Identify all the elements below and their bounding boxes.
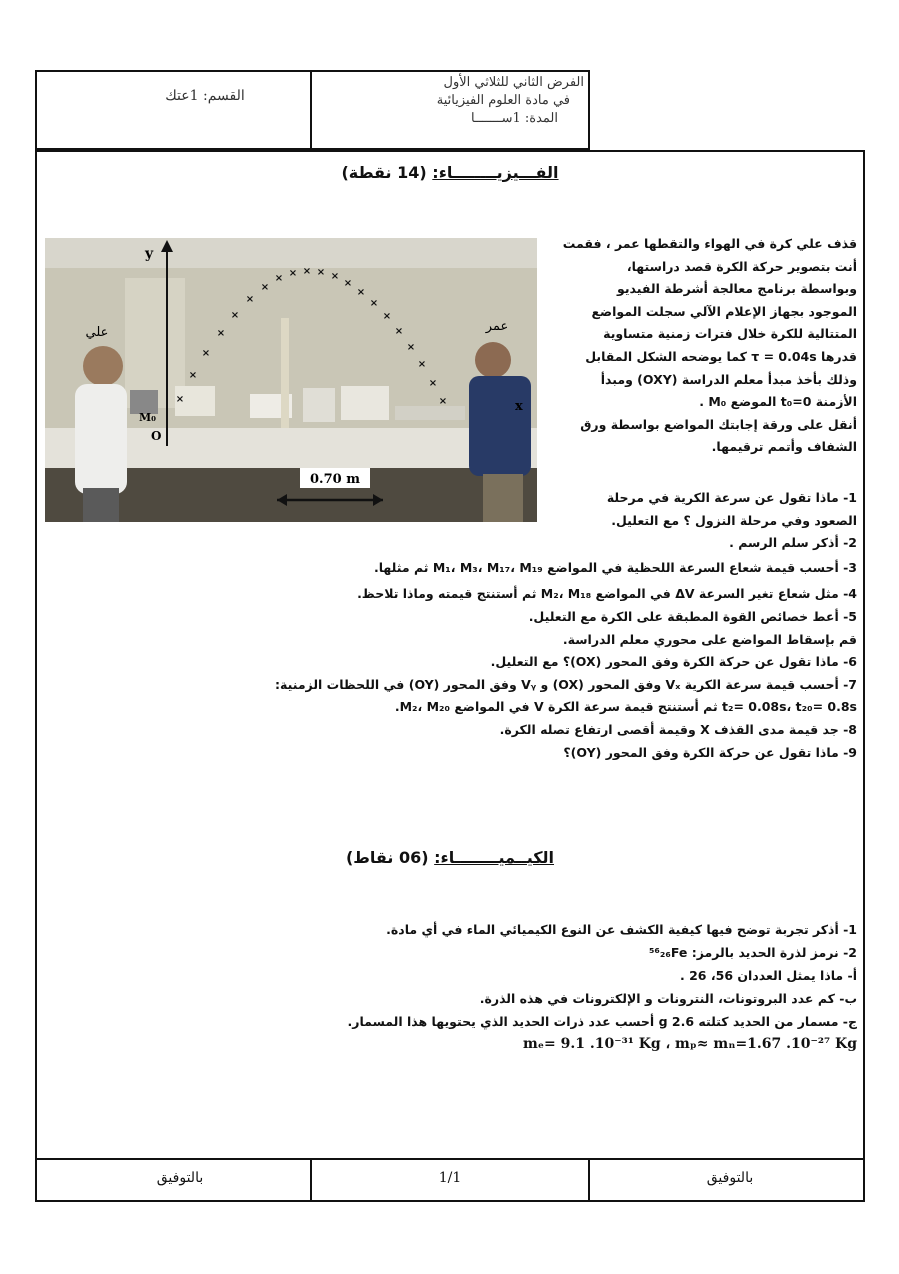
trajectory-point: × xyxy=(201,348,211,359)
pq-line: 4- مثل شعاع تغير السرعة ΔV في المواضع M₂، M₁₈ ثم أستنتج قيمته وماذا تلاحظ. xyxy=(357,586,857,602)
trajectory-point: × xyxy=(216,328,226,339)
footer-divider-left xyxy=(310,1160,312,1200)
exam-duration: المدة: 1ســـــــا xyxy=(470,111,558,126)
intro-line: الموجود بجهاز الإعلام الآلي سجلت المواضع xyxy=(591,303,857,319)
footer-right: بالتوفيق xyxy=(706,1170,754,1186)
footer-left: بالتوفيق xyxy=(156,1170,204,1186)
intro-line: وبواسطة برنامج معالجة أشرطة الفيديو xyxy=(617,281,857,297)
exam-title-line2: في مادة العلوم الفيزيائية xyxy=(436,93,570,108)
trajectory-point: × xyxy=(406,342,416,353)
trajectory-point: × xyxy=(302,266,312,277)
trajectory-point: × xyxy=(428,378,438,389)
footer-divider-right xyxy=(588,1160,590,1200)
physics-title-text: الفـــيزيــــــــاء: xyxy=(432,163,559,182)
footer-page-number: 1/1 xyxy=(438,1170,462,1186)
trajectory-point: × xyxy=(369,298,379,309)
trajectory-point: × xyxy=(394,326,404,337)
trajectory-point: × xyxy=(343,278,353,289)
pq-line: 8- جد قيمة مدى القذف X وقيمة أقصى ارتفاع تصله الكرة. xyxy=(499,721,857,737)
intro-line: قدرها τ = 0.04s كما يوضحه الشكل المقابل xyxy=(585,348,857,364)
point-m0-label: M₀ xyxy=(139,411,156,424)
chemistry-points: (06 نقاط) xyxy=(345,848,429,867)
distance-label: 0.70 m xyxy=(310,472,360,487)
axis-x-label: x xyxy=(515,399,523,414)
trajectory-point: × xyxy=(356,287,366,298)
exam-info xyxy=(318,74,584,128)
trajectory-point: × xyxy=(438,396,448,407)
label-omar: عمر xyxy=(485,319,509,334)
exam-title-line1: الفرض الثاني للثلاثي الأول xyxy=(443,75,584,90)
pq-line: 2- أذكر سلم الرسم . xyxy=(729,535,857,551)
pq-line: t₂= 0.08s، t₂₀= 0.8s ثم أستنتج قيمة سرعة الكرة V في المواضع M₂، M₂₀. xyxy=(394,699,857,715)
intro-line: الأزمنة t₀=0 الموضع M₀ . xyxy=(699,394,857,410)
physics-points: (14 نقطة) xyxy=(341,163,427,182)
trajectory-point: × xyxy=(417,359,427,370)
pq-line: 3- أحسب قيمة شعاع السرعة اللحظية في المواضع M₁، M₃، M₁₇، M₁₉ ثم مثلها. xyxy=(373,559,857,575)
intro-line: المتتالية للكرة خلال فترات زمنية متساوية xyxy=(603,326,857,342)
class-label: القسم: 1عتك xyxy=(165,88,245,104)
intro-line: وذلك بأخذ مبدأ معلم الدراسة (OXY) ومبدأ xyxy=(600,371,857,387)
cq-line: ب- كم عدد البروتونات، النترونات و الإلكترونات في هذه الذرة. xyxy=(479,991,857,1006)
cq-line: 1- أذكر تجربة توضح فيها كيفية الكشف عن النوع الكيميائي الماء في أي مادة. xyxy=(386,922,857,937)
pq-line: الصعود وفي مرحلة النزول ؟ مع التعليل. xyxy=(611,512,857,528)
trajectory-point: × xyxy=(175,394,185,405)
cq-line: أ- ماذا يمثل العددان 56، 26 . xyxy=(680,968,857,983)
trajectory-point: × xyxy=(330,271,340,282)
intro-line: أنقل على ورقة إجابتك المواضع بواسطة ورق xyxy=(580,416,857,432)
axis-y-label: y xyxy=(145,246,154,262)
trajectory-point: × xyxy=(245,294,255,305)
trajectory-point: × xyxy=(230,310,240,321)
label-ali: علي xyxy=(85,325,109,340)
projectile-photo xyxy=(45,238,537,522)
trajectory-point: × xyxy=(316,267,326,278)
physics-title xyxy=(300,163,600,182)
header-divider xyxy=(310,72,312,150)
intro-line: الشفاف وأتمم ترقيمها. xyxy=(711,439,857,455)
pq-line: 5- أعط خصائص القوة المطبقة على الكرة مع التعليل. xyxy=(528,608,857,624)
cq-line: ج- مسمار من الحديد كتلته 2.6 g أحسب عدد ذرات الحديد الذي يحتويها هذا المسمار. xyxy=(347,1014,857,1029)
pq-line: قم بإسقاط المواضع على محوري معلم الدراسة. xyxy=(562,631,857,647)
physics-questions xyxy=(60,487,857,764)
cq-line: mₑ= 9.1 .10⁻³¹ Kg ، mₚ≈ mₙ=1.67 .10⁻²⁷ Kg xyxy=(523,1036,857,1052)
chemistry-title xyxy=(300,848,600,867)
cq-line: 2- نرمز لذرة الحديد بالرمز: ⁵⁶₂₆Fe xyxy=(648,945,857,960)
physics-intro xyxy=(545,233,857,459)
trajectory-point: × xyxy=(260,282,270,293)
intro-line: قذف علي كرة في الهواء والتقطها عمر ، فقمت xyxy=(562,236,857,251)
origin-label: O xyxy=(151,429,162,443)
chemistry-title-text: الكيــميــــــــاء: xyxy=(434,848,555,867)
pq-line: 9- ماذا تقول عن حركة الكرة وفق المحور (OY)؟ xyxy=(563,744,857,760)
trajectory-point: × xyxy=(188,370,198,381)
pq-line: 7- أحسب قيمة سرعة الكرية Vₓ وفق المحور (OX) و Vᵧ وفق المحور (OY) في اللحظات الزمنية: xyxy=(275,676,857,692)
trajectory-point: × xyxy=(382,311,392,322)
trajectory-point: × xyxy=(288,268,298,279)
pq-line: 6- ماذا تقول عن حركة الكرة وفق المحور (OX)؟ مع التعليل. xyxy=(490,654,857,670)
trajectory-point: × xyxy=(274,273,284,284)
chemistry-questions xyxy=(60,918,857,1056)
pq-line: 1- ماذا تقول عن سرعة الكرية في مرحلة xyxy=(606,490,857,505)
intro-line: أنت بتصوير حركة الكرة قصد دراستها، xyxy=(626,258,857,274)
